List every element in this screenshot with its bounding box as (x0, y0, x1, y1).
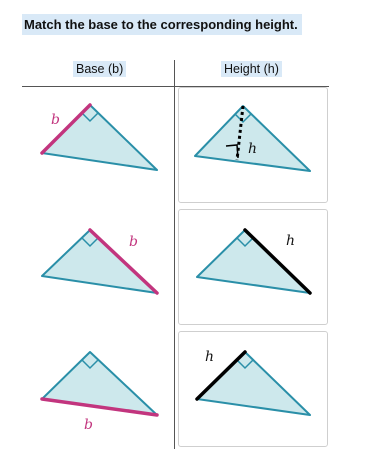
height-card-2[interactable] (178, 209, 328, 325)
height-card-3[interactable] (178, 331, 328, 447)
base-triangle-2 (30, 220, 170, 320)
height-triangle-left-leg (179, 332, 329, 448)
base-column-header: Base (b) (73, 61, 126, 77)
base-triangle-3 (30, 342, 170, 442)
height-triangle-altitude (179, 88, 329, 204)
height-label: h (205, 349, 215, 365)
height-triangle-right-leg (179, 210, 329, 326)
height-column-header: Height (h) (221, 61, 282, 77)
height-card-1[interactable] (178, 87, 328, 203)
base-label: b (84, 417, 93, 433)
height-label: h (248, 141, 258, 157)
base-label: b (129, 234, 138, 250)
instruction-text: Match the base to the corresponding height. (22, 14, 302, 35)
base-label: b (51, 112, 60, 128)
base-triangle-1 (30, 95, 170, 195)
column-divider (174, 60, 175, 449)
height-label: h (286, 233, 296, 249)
